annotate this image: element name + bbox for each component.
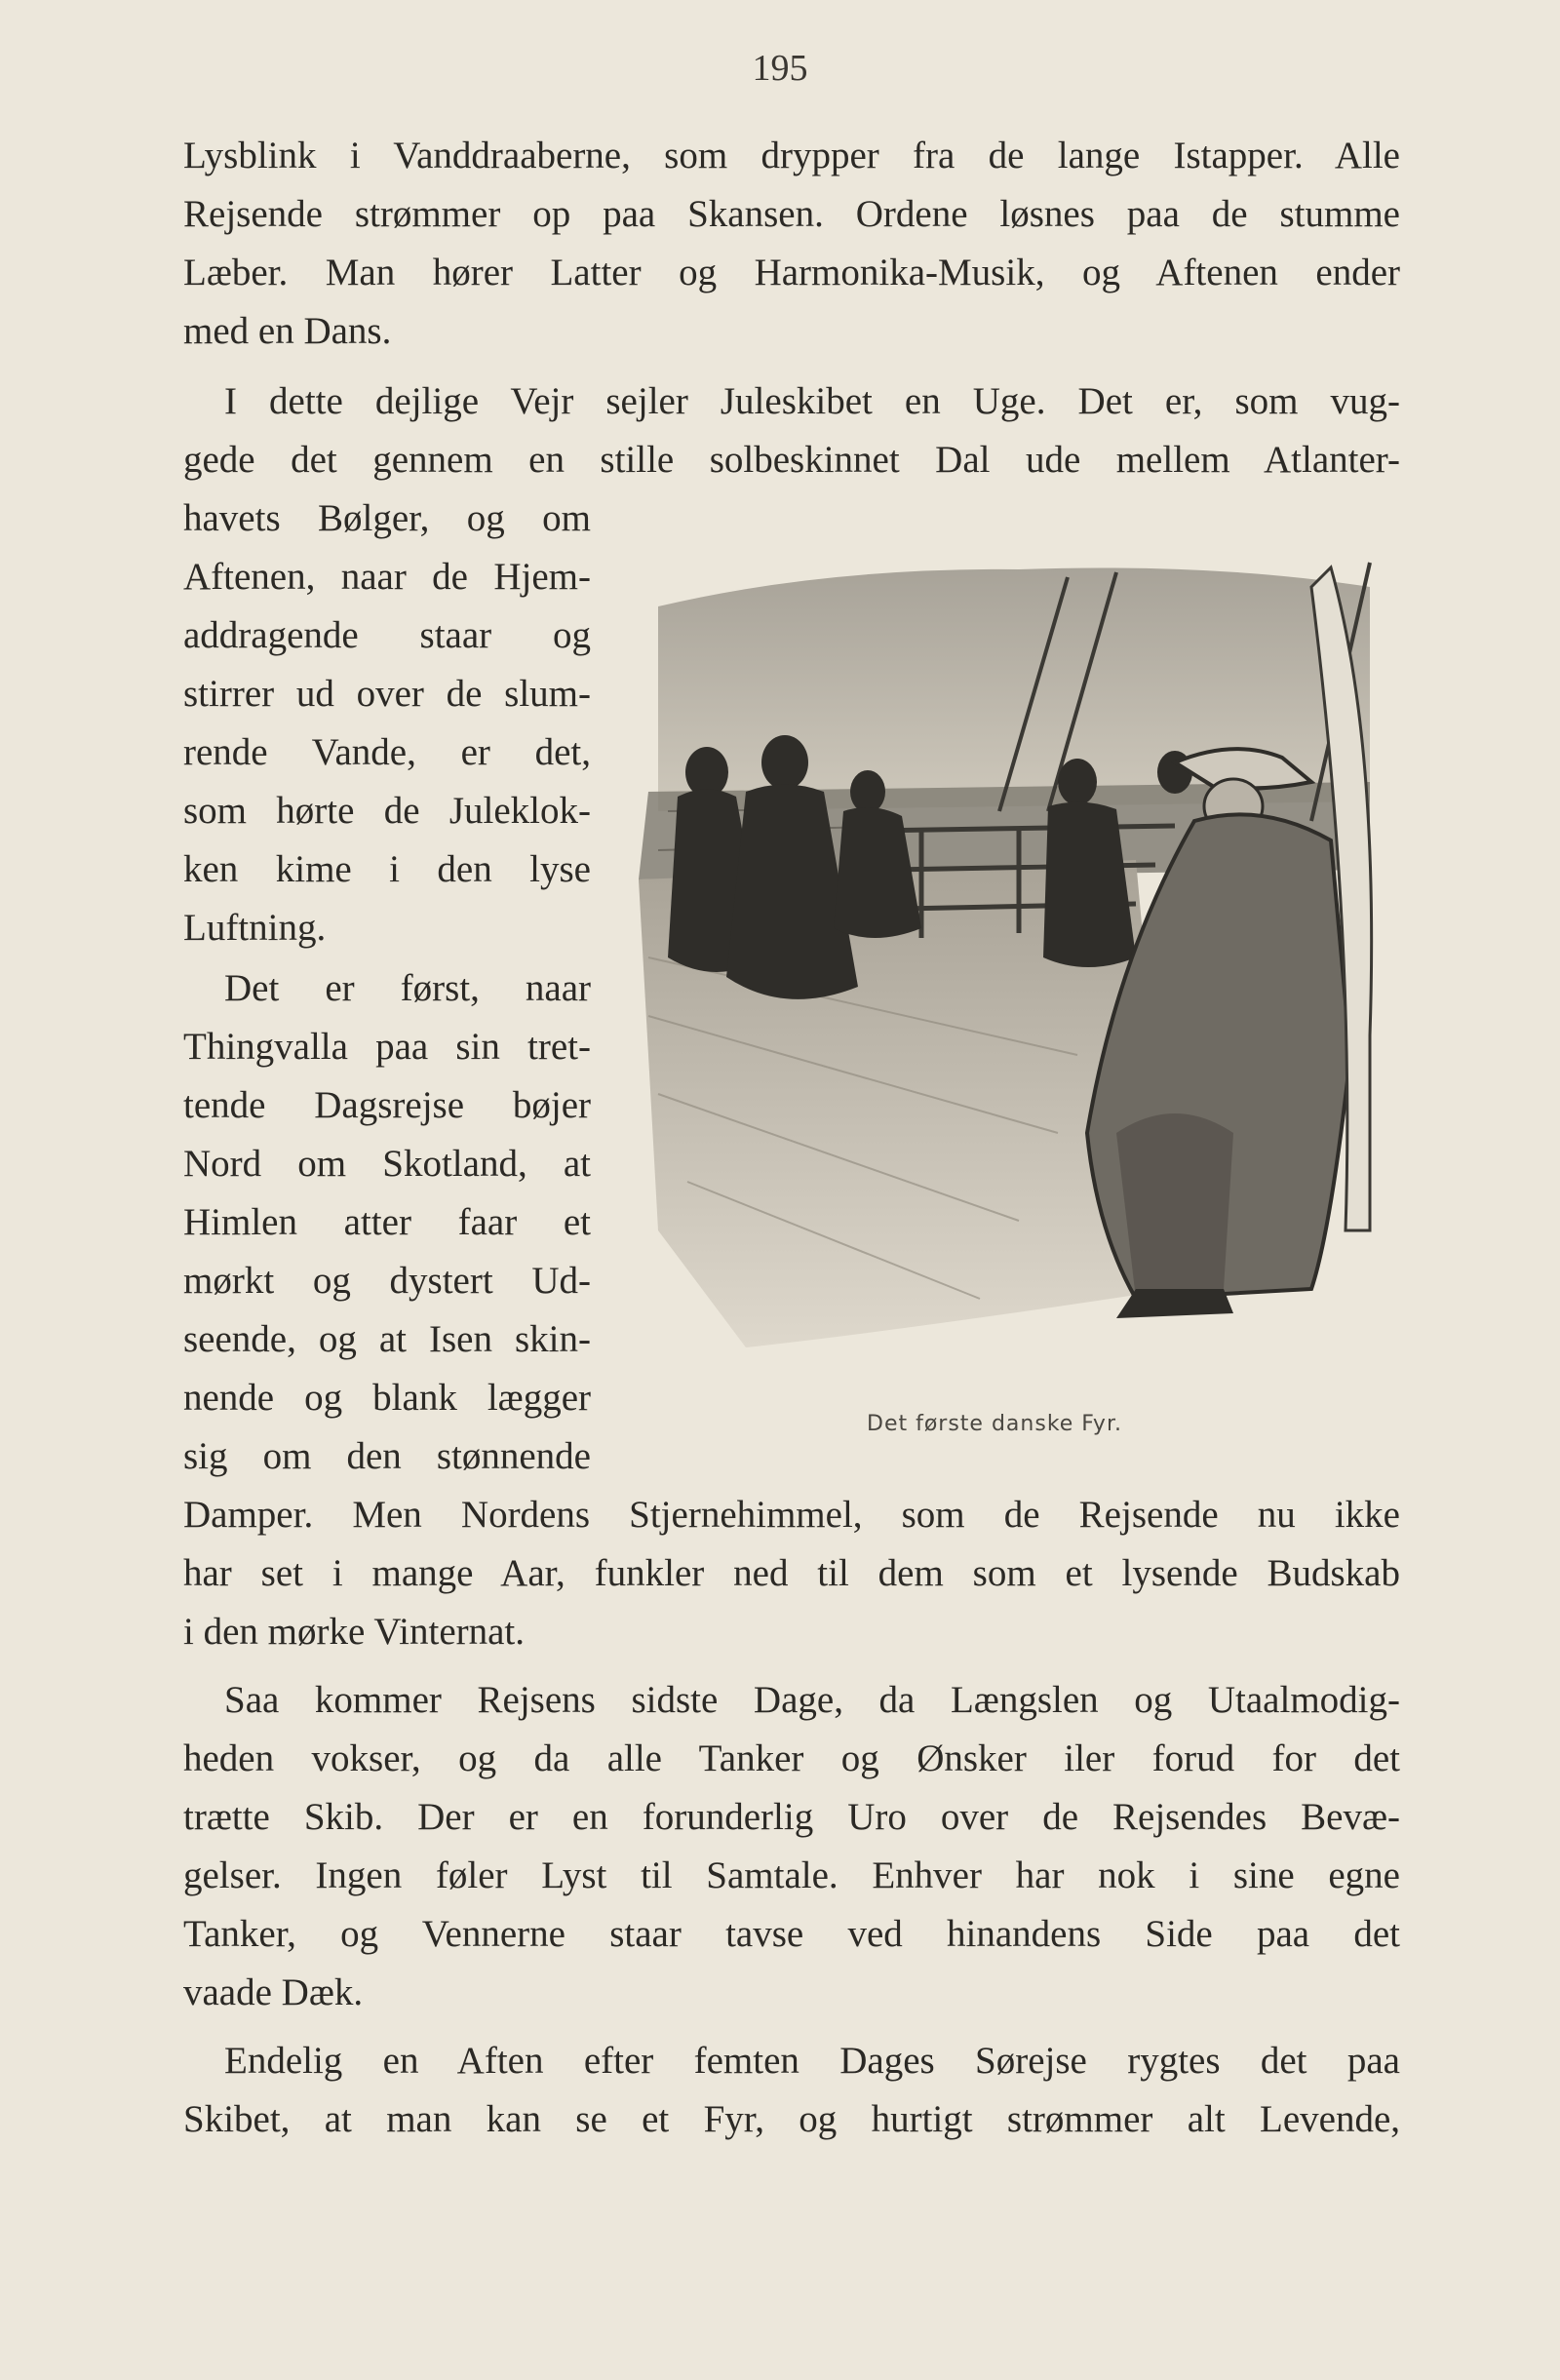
- text-line: Det er først, naar: [224, 967, 591, 1009]
- text-line: gede det gennem en stille solbeskinnet Dal ude mellem Atlanter-: [183, 439, 1400, 481]
- text-line: nende og blank lægger: [183, 1377, 591, 1419]
- text-line: har set i mange Aar, funkler ned til dem som et lysende Budskab: [183, 1552, 1400, 1594]
- text-line: Rejsende strømmer op paa Skansen. Ordene løsnes paa de stumme: [183, 193, 1400, 235]
- ship-deck-illustration: [629, 548, 1380, 1377]
- text-line: I dette dejlige Vejr sejler Juleskibet en Uge. Det er, som vug-: [224, 380, 1400, 422]
- text-line: vaade Dæk.: [183, 1971, 364, 2013]
- text-line: Nord om Skotland, at: [183, 1143, 591, 1185]
- text-line: i den mørke Vinternat.: [183, 1611, 526, 1653]
- text-line: Thingvalla paa sin tret-: [183, 1026, 591, 1068]
- text-line: Aftenen, naar de Hjem-: [183, 556, 591, 598]
- text-line: addragende staar og: [183, 614, 591, 656]
- text-line: Skibet, at man kan se et Fyr, og hurtigt strømmer alt Levende,: [183, 2098, 1400, 2140]
- text-line: trætte Skib. Der er en forunderlig Uro over de Rejsendes Bevæ-: [183, 1796, 1400, 1838]
- page-number: 195: [752, 48, 808, 89]
- text-line: mørkt og dystert Ud-: [183, 1260, 591, 1302]
- text-line: havets Bølger, og om: [183, 497, 591, 539]
- text-line: Himlen atter faar et: [183, 1201, 591, 1243]
- text-line: sig om den stønnende: [183, 1435, 591, 1477]
- text-line: stirrer ud over de slum-: [183, 673, 591, 715]
- text-line: som hørte de Juleklok-: [183, 790, 591, 832]
- text-line: Lysblink i Vanddraaberne, som drypper fra de lange Istapper. Alle: [183, 135, 1400, 176]
- text-line: med en Dans.: [183, 310, 392, 352]
- text-line: gelser. Ingen føler Lyst til Samtale. Enhver har nok i sine egne: [183, 1854, 1400, 1896]
- text-line: seende, og at Isen skin-: [183, 1318, 591, 1360]
- text-line: heden vokser, og da alle Tanker og Ønsker iler forud for det: [183, 1737, 1400, 1779]
- text-line: ken kime i den lyse: [183, 848, 591, 890]
- text-line: Saa kommer Rejsens sidste Dage, da Længslen og Utaalmodig-: [224, 1679, 1400, 1721]
- text-line: Tanker, og Vennerne staar tavse ved hinandens Side paa det: [183, 1913, 1400, 1955]
- text-line: tende Dagsrejse bøjer: [183, 1084, 591, 1126]
- text-line: rende Vande, er det,: [183, 731, 591, 773]
- text-line: Damper. Men Nordens Stjernehimmel, som de Rejsende nu ikke: [183, 1494, 1400, 1536]
- text-line: Læber. Man hører Latter og Harmonika-Musik, og Aftenen ender: [183, 252, 1400, 293]
- text-line: Luftning.: [183, 907, 327, 949]
- illustration-caption: Det første danske Fyr.: [867, 1412, 1122, 1436]
- text-line: Endelig en Aften efter femten Dages Sørejse rygtes det paa: [224, 2040, 1400, 2082]
